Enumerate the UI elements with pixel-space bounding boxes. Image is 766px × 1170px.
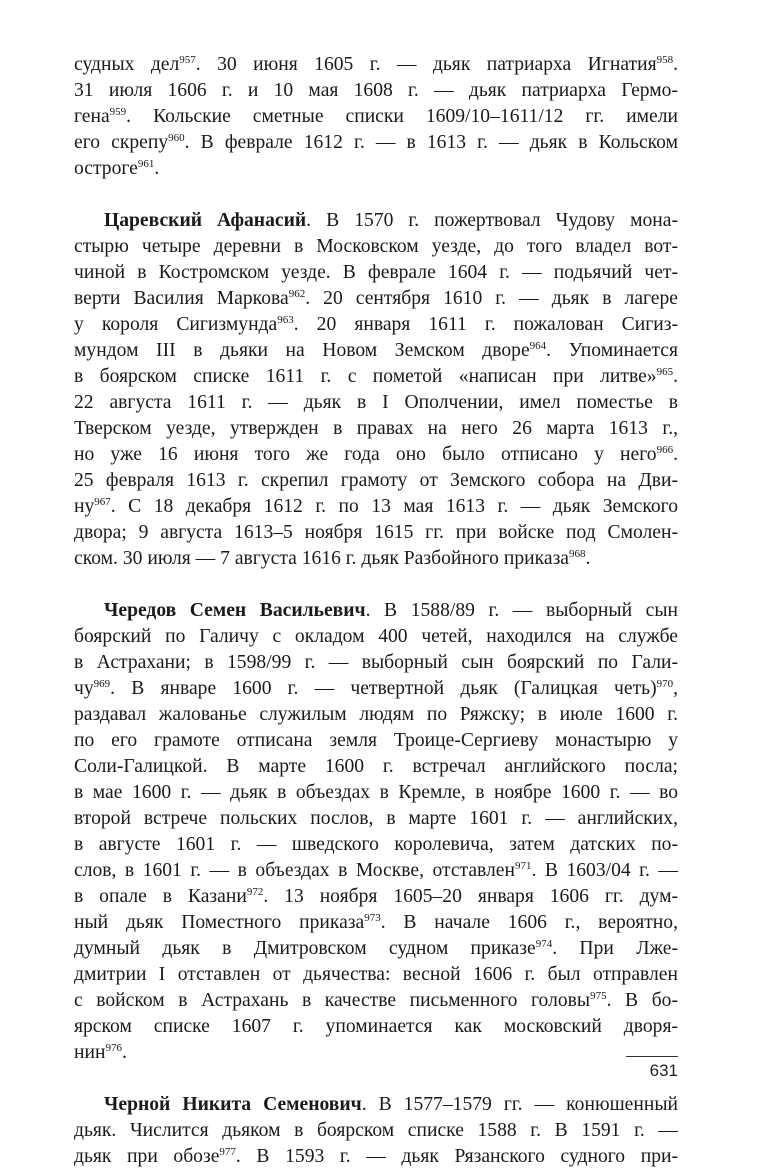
paragraph-gap: [74, 182, 678, 208]
text-run: . 20 сентября 1610 г. — дьяк в лагере: [305, 288, 678, 309]
text-run: стырю четыре деревни в Московском уезде, до того владел вот-: [74, 236, 678, 257]
text-line: [74, 1144, 678, 1170]
text-run: . 20 января 1611 г. пожалован Сигиз-: [293, 314, 678, 335]
footnote-ref: 963: [277, 314, 294, 326]
text-line: [74, 546, 678, 572]
text-run: чу: [74, 678, 94, 699]
entry-paragraph: [74, 1092, 678, 1170]
text-line: [74, 884, 678, 910]
text-run: верти Василия Маркова: [74, 288, 289, 309]
entry-paragraph: [74, 598, 678, 1066]
text-line: [74, 208, 678, 234]
text-line: [74, 702, 678, 728]
text-run: . В феврале 1612 г. — в 1613 г. — дьяк в Кольском: [184, 132, 678, 153]
text-run: мундом III в дьяки на Новом Земском дворе: [74, 340, 530, 361]
text-run: его скрепу: [74, 132, 169, 153]
text-line: [74, 364, 678, 390]
text-line: [74, 806, 678, 832]
text-run: по его грамоте отписана земля Троице-Сергиеву монастырю у: [74, 730, 678, 751]
text-run: но уже 16 июня того же года оно было отписано у него: [74, 444, 657, 465]
text-line: [74, 442, 678, 468]
footnote-ref: 969: [93, 678, 111, 690]
text-run: ском. 30 июля — 7 августа 1616 г. дьяк Разбойного приказа: [74, 548, 569, 569]
text-column: [74, 52, 678, 1170]
text-line: [74, 832, 678, 858]
paragraph-gap: [74, 572, 678, 598]
text-run: в Астрахани; в 1598/99 г. — выборный сын боярский по Гали-: [74, 652, 678, 673]
text-run: гена: [74, 106, 110, 127]
text-line: [74, 624, 678, 650]
text-line: [74, 312, 678, 338]
entry-name: Царевский Афанасий: [104, 210, 307, 231]
page-number: 631: [649, 1061, 678, 1080]
text-run: чиной в Костромском уезде. В феврале 1604 г. — подьячий чет-: [74, 262, 678, 283]
footnote-ref: 966: [656, 444, 674, 456]
text-run: . В 1570 г. пожертвовал Чудову мона-: [306, 210, 678, 231]
text-line: [74, 988, 678, 1014]
footnote-ref: 973: [364, 912, 381, 924]
text-line: [74, 338, 678, 364]
text-run: . Упоминается: [546, 340, 678, 361]
text-run: . В 1577–1579 гг. — конюшенный: [361, 1094, 678, 1115]
entry-name: Черной Никита Семенович: [104, 1094, 362, 1115]
footnote-ref: 960: [168, 132, 185, 144]
text-run: думный дьяк в Дмитровском судном приказе: [74, 938, 536, 959]
footnote-ref: 976: [105, 1042, 122, 1054]
text-line: [74, 78, 678, 104]
text-line: [74, 286, 678, 312]
text-run: слов, в 1601 г. — в объездах в Москве, отставлен: [74, 860, 515, 881]
text-run: Тверском уезде, утвержден в правах на него 26 марта 1613 г.,: [74, 418, 678, 439]
footnote-ref: 975: [590, 990, 607, 1002]
text-run: судных дел: [74, 54, 180, 75]
text-line: [74, 130, 678, 156]
text-run: .: [585, 548, 591, 569]
text-run: раздавал жалованье служилым людям по Ряжску; в июле 1600 г.: [74, 704, 678, 725]
text-run: Соли-Галицкой. В марте 1600 г. встречал английского посла;: [74, 756, 678, 777]
text-run: ,: [673, 678, 678, 699]
text-line: [74, 416, 678, 442]
text-run: в опале в Казани: [74, 886, 247, 907]
text-line: [74, 728, 678, 754]
text-run: ный дьяк Поместного приказа: [74, 912, 365, 933]
text-line: [74, 104, 678, 130]
text-line: [74, 1014, 678, 1040]
continued-paragraph: [74, 52, 678, 182]
text-run: . В 1588/89 г. — выборный сын: [365, 600, 678, 621]
text-line: [74, 260, 678, 286]
text-run: дьяк при обозе: [74, 1146, 220, 1167]
footnote-ref: 965: [656, 366, 674, 378]
text-line: [74, 1092, 678, 1118]
footnote-ref: 964: [529, 340, 547, 352]
text-run: . В 1593 г. — дьяк Рязанского судного при-: [235, 1146, 678, 1167]
text-run: дьяк. Числится дьяком в боярском списке 1588 г. В 1591 г. —: [74, 1120, 678, 1141]
text-line: [74, 676, 678, 702]
footnote-ref: 961: [137, 158, 155, 170]
text-line: [74, 650, 678, 676]
text-run: двора; 9 августа 1613–5 ноября 1615 гг. при войске под Смолен-: [74, 522, 678, 543]
text-line: [74, 1118, 678, 1144]
footnote-ref: 959: [109, 106, 127, 118]
footnote-ref: 962: [288, 288, 306, 300]
text-run: . В 1603/04 г. —: [531, 860, 678, 881]
text-run: . В бо-: [606, 990, 678, 1011]
text-run: с войском в Астрахань в качестве письменного головы: [74, 990, 591, 1011]
text-line: [74, 234, 678, 260]
page-number-rule: [626, 1056, 678, 1057]
text-line: [74, 858, 678, 884]
text-line: [74, 598, 678, 624]
text-line: [74, 910, 678, 936]
text-line: [74, 52, 678, 78]
text-run: . В январе 1600 г. — четвертной дьяк (Галицкая четь): [110, 678, 657, 699]
text-run: у короля Сигизмунда: [74, 314, 278, 335]
footnote-ref: 968: [569, 548, 586, 560]
text-line: [74, 962, 678, 988]
text-run: ярском списке 1607 г. упоминается как московский дворя-: [74, 1016, 678, 1037]
text-line: [74, 520, 678, 546]
text-run: . 13 ноября 1605–20 января 1606 гг. дум-: [263, 886, 678, 907]
text-run: .: [154, 158, 160, 179]
entry-name: Чередов Семен Васильевич: [104, 600, 366, 621]
text-run: 25 февраля 1613 г. скрепил грамоту от Земского собора на Дви-: [74, 470, 678, 491]
text-run: .: [673, 444, 678, 465]
text-run: в августе 1601 г. — шведского королевича, затем датских по-: [74, 834, 678, 855]
footnote-ref: 958: [656, 54, 674, 66]
text-line: [74, 1040, 678, 1066]
text-line: [74, 780, 678, 806]
paragraph-gap: [74, 1066, 678, 1092]
text-run: . В начале 1606 г., вероятно,: [380, 912, 678, 933]
footnote-ref: 970: [656, 678, 674, 690]
text-run: . Кольские сметные списки 1609/10–1611/12 гг. имели: [126, 106, 678, 127]
footnote-ref: 967: [94, 496, 111, 508]
text-line: [74, 936, 678, 962]
text-run: .: [673, 366, 678, 387]
text-run: 22 августа 1611 г. — дьяк в I Ополчении, имел поместье в: [74, 392, 678, 413]
text-line: [74, 468, 678, 494]
text-run: боярский по Галичу с окладом 400 четей, находился на службе: [74, 626, 678, 647]
text-run: в мае 1600 г. — дьяк в объездах в Кремле, в ноябре 1600 г. — во: [74, 782, 678, 803]
text-run: дмитрии I отставлен от дьячества: весной 1606 г. был отправлен: [74, 964, 678, 985]
text-line: [74, 754, 678, 780]
footnote-ref: 974: [535, 938, 553, 950]
text-run: .: [121, 1042, 127, 1063]
text-run: второй встрече польских послов, в марте 1601 г. — английских,: [74, 808, 678, 829]
entry-paragraph: [74, 208, 678, 572]
text-run: . 30 июня 1605 г. — дьяк патриарха Игнатия: [195, 54, 657, 75]
text-run: 31 июля 1606 г. и 10 мая 1608 г. — дьяк патриарха Гермо-: [74, 80, 678, 101]
footnote-ref: 972: [246, 886, 264, 898]
text-run: в боярском списке 1611 г. с пометой «написан при литве»: [74, 366, 657, 387]
text-line: [74, 494, 678, 520]
text-line: [74, 390, 678, 416]
text-run: .: [673, 54, 678, 75]
footnote-ref: 971: [515, 860, 532, 872]
text-run: . С 18 декабря 1612 г. по 13 мая 1613 г. — дьяк Земского: [110, 496, 678, 517]
footnote-ref: 957: [179, 54, 196, 66]
text-run: . При Лже-: [552, 938, 678, 959]
footnote-ref: 977: [219, 1146, 236, 1158]
text-run: нин: [74, 1042, 106, 1063]
text-run: остроге: [74, 158, 138, 179]
text-line: [74, 156, 678, 182]
text-run: ну: [74, 496, 95, 517]
